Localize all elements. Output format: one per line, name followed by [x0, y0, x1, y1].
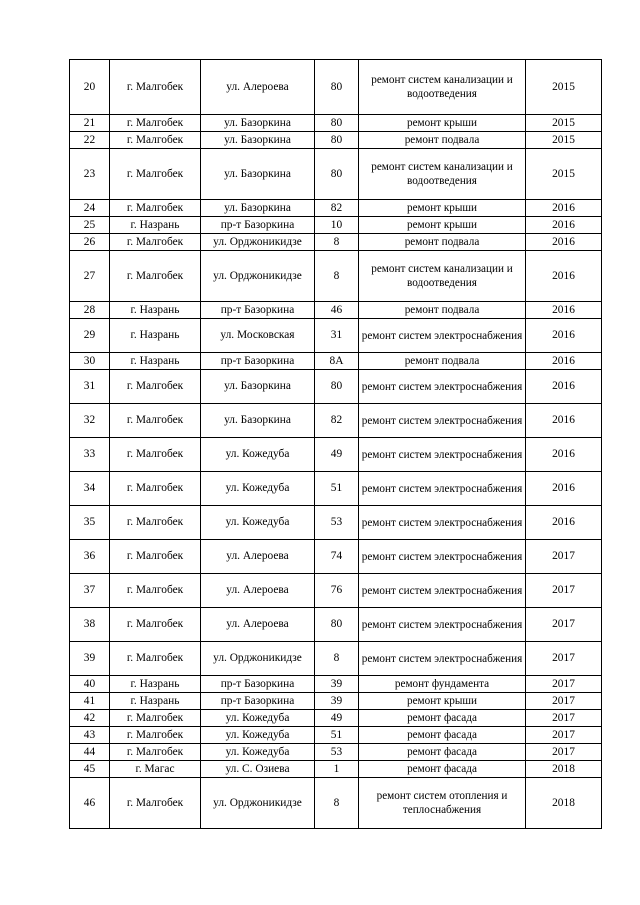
year-cell: 2017	[526, 710, 602, 727]
row-number-cell: 20	[70, 60, 110, 115]
table-row	[70, 676, 602, 693]
row-number-cell: 29	[70, 319, 110, 353]
table-row	[70, 472, 602, 506]
work-type-cell: ремонт фасада	[359, 710, 526, 727]
year-cell: 2017	[526, 608, 602, 642]
year-cell: 2016	[526, 302, 602, 319]
house-number-cell: 8	[315, 642, 359, 676]
street-cell: ул. Базоркина	[201, 404, 315, 438]
city-cell: г. Малгобек	[110, 744, 201, 761]
city-cell: г. Назрань	[110, 676, 201, 693]
repair-schedule-table	[69, 59, 602, 829]
work-type-cell: ремонт крыши	[359, 217, 526, 234]
table-row	[70, 217, 602, 234]
row-number-cell: 43	[70, 727, 110, 744]
city-cell: г. Малгобек	[110, 540, 201, 574]
street-cell: ул. Базоркина	[201, 200, 315, 217]
street-cell: пр-т Базоркина	[201, 676, 315, 693]
city-cell: г. Назрань	[110, 302, 201, 319]
table-row	[70, 693, 602, 710]
street-cell: пр-т Базоркина	[201, 693, 315, 710]
city-cell: г. Малгобек	[110, 506, 201, 540]
street-cell: ул. Кожедуба	[201, 506, 315, 540]
row-number-cell: 28	[70, 302, 110, 319]
work-type-cell: ремонт систем электроснабжения	[359, 506, 526, 540]
year-cell: 2016	[526, 319, 602, 353]
house-number-cell: 46	[315, 302, 359, 319]
row-number-cell: 42	[70, 710, 110, 727]
street-cell: ул. Кожедуба	[201, 472, 315, 506]
year-cell: 2016	[526, 404, 602, 438]
street-cell: ул. Алероева	[201, 540, 315, 574]
street-cell: ул. Орджоникидзе	[201, 234, 315, 251]
work-type-cell: ремонт фасада	[359, 761, 526, 778]
table-row	[70, 710, 602, 727]
work-type-cell: ремонт систем электроснабжения	[359, 319, 526, 353]
city-cell: г. Малгобек	[110, 404, 201, 438]
city-cell: г. Малгобек	[110, 574, 201, 608]
row-number-cell: 41	[70, 693, 110, 710]
city-cell: г. Малгобек	[110, 200, 201, 217]
work-type-cell: ремонт подвала	[359, 234, 526, 251]
table-row	[70, 574, 602, 608]
year-cell: 2016	[526, 353, 602, 370]
table-row	[70, 506, 602, 540]
city-cell: г. Назрань	[110, 319, 201, 353]
house-number-cell: 39	[315, 676, 359, 693]
house-number-cell: 51	[315, 727, 359, 744]
city-cell: г. Назрань	[110, 693, 201, 710]
house-number-cell: 53	[315, 506, 359, 540]
work-type-cell: ремонт фасада	[359, 744, 526, 761]
work-type-cell: ремонт фасада	[359, 727, 526, 744]
street-cell: пр-т Базоркина	[201, 217, 315, 234]
year-cell: 2017	[526, 744, 602, 761]
house-number-cell: 80	[315, 608, 359, 642]
house-number-cell: 80	[315, 115, 359, 132]
year-cell: 2016	[526, 217, 602, 234]
house-number-cell: 80	[315, 149, 359, 200]
city-cell: г. Малгобек	[110, 727, 201, 744]
work-type-cell: ремонт подвала	[359, 132, 526, 149]
row-number-cell: 23	[70, 149, 110, 200]
street-cell: ул. С. Озиева	[201, 761, 315, 778]
year-cell: 2016	[526, 234, 602, 251]
row-number-cell: 24	[70, 200, 110, 217]
table-row	[70, 149, 602, 200]
work-type-cell: ремонт систем электроснабжения	[359, 438, 526, 472]
row-number-cell: 22	[70, 132, 110, 149]
table-row	[70, 438, 602, 472]
table-row	[70, 234, 602, 251]
house-number-cell: 80	[315, 60, 359, 115]
house-number-cell: 82	[315, 404, 359, 438]
city-cell: г. Малгобек	[110, 778, 201, 829]
year-cell: 2015	[526, 149, 602, 200]
house-number-cell: 49	[315, 438, 359, 472]
city-cell: г. Назрань	[110, 353, 201, 370]
city-cell: г. Малгобек	[110, 251, 201, 302]
work-type-cell: ремонт крыши	[359, 693, 526, 710]
year-cell: 2018	[526, 778, 602, 829]
row-number-cell: 45	[70, 761, 110, 778]
row-number-cell: 46	[70, 778, 110, 829]
city-cell: г. Малгобек	[110, 642, 201, 676]
work-type-cell: ремонт систем электроснабжения	[359, 472, 526, 506]
year-cell: 2015	[526, 60, 602, 115]
table-row	[70, 319, 602, 353]
house-number-cell: 31	[315, 319, 359, 353]
row-number-cell: 34	[70, 472, 110, 506]
row-number-cell: 26	[70, 234, 110, 251]
house-number-cell: 82	[315, 200, 359, 217]
work-type-cell: ремонт систем электроснабжения	[359, 404, 526, 438]
house-number-cell: 8	[315, 778, 359, 829]
row-number-cell: 31	[70, 370, 110, 404]
year-cell: 2017	[526, 540, 602, 574]
city-cell: г. Магас	[110, 761, 201, 778]
city-cell: г. Малгобек	[110, 149, 201, 200]
city-cell: г. Малгобек	[110, 370, 201, 404]
table-row	[70, 132, 602, 149]
street-cell: ул. Алероева	[201, 60, 315, 115]
year-cell: 2017	[526, 727, 602, 744]
table-row	[70, 778, 602, 829]
row-number-cell: 25	[70, 217, 110, 234]
street-cell: ул. Орджоникидзе	[201, 642, 315, 676]
street-cell: ул. Кожедуба	[201, 727, 315, 744]
house-number-cell: 8А	[315, 353, 359, 370]
table-row	[70, 370, 602, 404]
table-row	[70, 115, 602, 132]
street-cell: ул. Орджоникидзе	[201, 778, 315, 829]
year-cell: 2017	[526, 574, 602, 608]
table-row	[70, 302, 602, 319]
row-number-cell: 36	[70, 540, 110, 574]
row-number-cell: 39	[70, 642, 110, 676]
city-cell: г. Малгобек	[110, 132, 201, 149]
city-cell: г. Малгобек	[110, 438, 201, 472]
table-row	[70, 60, 602, 115]
year-cell: 2016	[526, 472, 602, 506]
table-body	[70, 60, 602, 829]
city-cell: г. Малгобек	[110, 115, 201, 132]
row-number-cell: 27	[70, 251, 110, 302]
work-type-cell: ремонт систем канализации и водоотведения	[359, 251, 526, 302]
street-cell: ул. Базоркина	[201, 132, 315, 149]
city-cell: г. Малгобек	[110, 472, 201, 506]
house-number-cell: 10	[315, 217, 359, 234]
table-row	[70, 744, 602, 761]
street-cell: ул. Орджоникидзе	[201, 251, 315, 302]
work-type-cell: ремонт систем электроснабжения	[359, 540, 526, 574]
year-cell: 2017	[526, 693, 602, 710]
city-cell: г. Малгобек	[110, 608, 201, 642]
street-cell: ул. Базоркина	[201, 149, 315, 200]
table-row	[70, 642, 602, 676]
work-type-cell: ремонт систем электроснабжения	[359, 642, 526, 676]
work-type-cell: ремонт систем электроснабжения	[359, 608, 526, 642]
work-type-cell: ремонт подвала	[359, 302, 526, 319]
house-number-cell: 53	[315, 744, 359, 761]
street-cell: ул. Кожедуба	[201, 438, 315, 472]
table-row	[70, 200, 602, 217]
work-type-cell: ремонт систем электроснабжения	[359, 574, 526, 608]
house-number-cell: 1	[315, 761, 359, 778]
house-number-cell: 8	[315, 234, 359, 251]
house-number-cell: 80	[315, 370, 359, 404]
house-number-cell: 8	[315, 251, 359, 302]
city-cell: г. Назрань	[110, 217, 201, 234]
street-cell: ул. Базоркина	[201, 115, 315, 132]
city-cell: г. Малгобек	[110, 60, 201, 115]
street-cell: ул. Московская	[201, 319, 315, 353]
row-number-cell: 35	[70, 506, 110, 540]
year-cell: 2015	[526, 132, 602, 149]
year-cell: 2015	[526, 115, 602, 132]
street-cell: ул. Базоркина	[201, 370, 315, 404]
table-row	[70, 608, 602, 642]
work-type-cell: ремонт фундамента	[359, 676, 526, 693]
year-cell: 2016	[526, 251, 602, 302]
table-row	[70, 540, 602, 574]
city-cell: г. Малгобек	[110, 234, 201, 251]
work-type-cell: ремонт систем канализации и водоотведения	[359, 149, 526, 200]
house-number-cell: 49	[315, 710, 359, 727]
street-cell: ул. Алероева	[201, 574, 315, 608]
street-cell: ул. Кожедуба	[201, 744, 315, 761]
year-cell: 2016	[526, 200, 602, 217]
row-number-cell: 37	[70, 574, 110, 608]
year-cell: 2018	[526, 761, 602, 778]
year-cell: 2017	[526, 642, 602, 676]
work-type-cell: ремонт систем канализации и водоотведения	[359, 60, 526, 115]
table-row	[70, 727, 602, 744]
year-cell: 2016	[526, 370, 602, 404]
street-cell: пр-т Базоркина	[201, 353, 315, 370]
work-type-cell: ремонт подвала	[359, 353, 526, 370]
row-number-cell: 33	[70, 438, 110, 472]
street-cell: ул. Алероева	[201, 608, 315, 642]
house-number-cell: 76	[315, 574, 359, 608]
row-number-cell: 40	[70, 676, 110, 693]
row-number-cell: 44	[70, 744, 110, 761]
year-cell: 2016	[526, 438, 602, 472]
work-type-cell: ремонт систем отопления и теплоснабжения	[359, 778, 526, 829]
street-cell: ул. Кожедуба	[201, 710, 315, 727]
work-type-cell: ремонт крыши	[359, 200, 526, 217]
street-cell: пр-т Базоркина	[201, 302, 315, 319]
house-number-cell: 51	[315, 472, 359, 506]
row-number-cell: 32	[70, 404, 110, 438]
city-cell: г. Малгобек	[110, 710, 201, 727]
house-number-cell: 74	[315, 540, 359, 574]
table-row	[70, 251, 602, 302]
table-row	[70, 761, 602, 778]
row-number-cell: 30	[70, 353, 110, 370]
work-type-cell: ремонт систем электроснабжения	[359, 370, 526, 404]
row-number-cell: 38	[70, 608, 110, 642]
work-type-cell: ремонт крыши	[359, 115, 526, 132]
house-number-cell: 39	[315, 693, 359, 710]
row-number-cell: 21	[70, 115, 110, 132]
house-number-cell: 80	[315, 132, 359, 149]
year-cell: 2017	[526, 676, 602, 693]
table-row	[70, 404, 602, 438]
year-cell: 2016	[526, 506, 602, 540]
table-row	[70, 353, 602, 370]
